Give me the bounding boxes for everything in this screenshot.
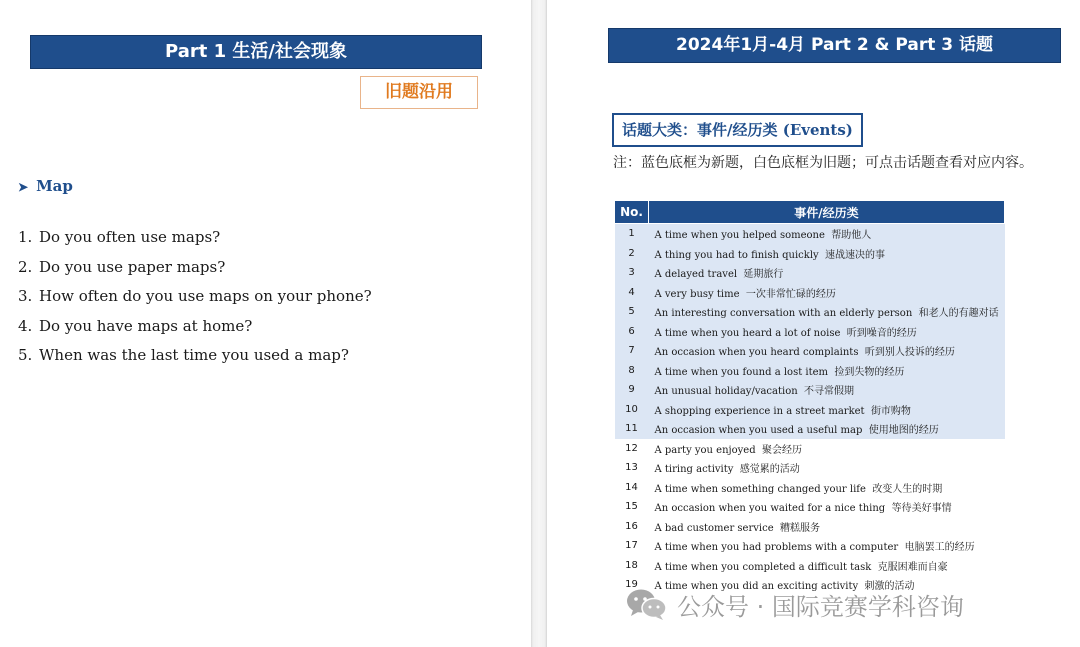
topic-cn: 延期旅行 [743,269,784,281]
topic-en: An interesting conversation with an elderly person [654,308,913,320]
topic-en: A very busy time [654,288,740,300]
topic-link[interactable] [649,497,1005,517]
table-row[interactable] [615,283,1005,303]
topic-link[interactable] [649,556,1005,576]
topic-link[interactable] [649,322,1005,342]
topic-link[interactable] [649,263,1005,283]
row-number: 4 [615,283,649,303]
topic-cn: 聚会经历 [762,444,802,456]
row-number: 13 [625,462,638,474]
topic-en: An occasion when you used a useful map [654,425,863,437]
table-row[interactable] [615,536,1005,556]
table-row[interactable] [615,263,1005,283]
old-topic-tag: 旧题沿用 [360,76,478,109]
topic-cn: 不寻常假期 [804,386,855,398]
question-item: 4. Do you have maps at home? [18,316,253,335]
topic-en: A time when you completed a difficult task [654,561,872,573]
topic-cn: 使用地图的经历 [868,425,939,437]
topic-en: A tiring activity [654,464,734,476]
topic-en: A time when you heard a lot of noise [654,327,841,339]
row-number: 9 [615,380,649,400]
topic-cn: 速战速决的事 [825,249,886,261]
topic-link[interactable] [649,224,1005,244]
topic-cn: 捡到失物的经历 [834,366,905,378]
row-number: 14 [625,481,638,493]
row-number: 7 [615,341,649,361]
table-row[interactable] [615,400,1005,420]
table-row[interactable] [615,341,1005,361]
row-number: 15 [625,501,638,513]
row-number: 3 [615,263,649,283]
table-row[interactable] [615,361,1005,381]
topic-cn: 听到别人投诉的经历 [864,347,955,359]
topic-heading [18,177,73,195]
row-number: 16 [625,520,638,532]
topic-cn: 电脑罢工的经历 [904,542,975,554]
table-row[interactable] [615,478,1005,498]
part1-banner: Part 1 生活/社会现象 [30,35,482,69]
topic-cn: 感觉累的活动 [739,464,800,476]
left-page [0,0,531,647]
topic-en: A bad customer service [654,522,774,534]
topic-en: A time when you had problems with a computer [654,542,899,554]
table-header-row [615,201,1005,224]
table-row[interactable] [615,556,1005,576]
table-row[interactable] [615,322,1005,342]
row-number: 19 [625,579,638,591]
topic-link[interactable] [649,361,1005,381]
topic-link[interactable] [649,478,1005,498]
header-no: No. [615,201,649,224]
question-item: 1. Do you often use maps? [18,228,221,246]
topic-en: An occasion when you heard complaints [654,347,859,359]
topic-en: A time when you helped someone [654,230,825,242]
right-page [547,0,1080,647]
topic-cn: 帮助他人 [831,230,872,242]
topic-link[interactable] [649,302,1005,322]
row-number: 8 [615,361,649,381]
table-row[interactable] [615,380,1005,400]
row-number: 1 [615,224,649,244]
row-number: 5 [615,302,649,322]
topic-en: A time when you found a lost item [654,366,829,378]
wechat-icon [625,587,669,621]
topic-link[interactable] [649,439,1005,459]
page-gutter [531,0,547,647]
topic-cn: 听到噪音的经历 [846,327,917,339]
topic-cn: 和老人的有趣对话 [918,308,999,320]
topic-cn: 糟糕服务 [779,522,820,534]
row-number: 6 [615,322,649,342]
header-topic: 事件/经历类 [649,201,1005,224]
table-row[interactable] [615,302,1005,322]
topic-link[interactable] [649,400,1005,420]
topic-en: A thing you had to finish quickly [654,249,819,261]
topic-en: A party you enjoyed [654,444,756,456]
table-row[interactable] [615,224,1005,244]
topic-en: A time when you did an exciting activity [654,581,859,593]
question-list [18,226,372,374]
topic-cn: 刺激的活动 [864,581,915,593]
table-row[interactable] [615,458,1005,478]
table-row[interactable] [615,244,1005,264]
topic-en: An unusual holiday/vacation [654,386,798,398]
part23-banner: 2024年1月-4月 Part 2 & Part 3 话题 [608,28,1061,63]
table-row[interactable] [615,517,1005,537]
topic-link[interactable] [649,419,1005,439]
watermark [625,585,964,623]
topic-en: A shopping experience in a street market [654,405,865,417]
topic-link[interactable] [649,380,1005,400]
category-title [612,113,863,147]
topic-link[interactable] [649,341,1005,361]
topic-cn: 改变人生的时期 [872,483,943,495]
row-number: 2 [615,244,649,264]
topic-table [614,200,1005,595]
topic-link[interactable] [649,458,1005,478]
question-item: 2. Do you use paper maps? [18,257,226,276]
category-title-cn: 话题大类：事件/经历类 [622,121,778,139]
topic-title: Map [36,177,73,195]
topic-cn: 街市购物 [870,405,911,417]
table-row[interactable] [615,439,1005,459]
row-number: 18 [625,559,638,571]
topic-en: A delayed travel [654,269,738,281]
category-title-en: (Events) [782,121,853,139]
topic-link[interactable] [649,283,1005,303]
row-number: 17 [625,540,638,552]
topic-cn: 等待美好事情 [891,503,952,515]
topic-link[interactable] [649,517,1005,537]
row-number: 12 [625,442,638,454]
topic-en: A time when something changed your life [654,483,866,495]
row-number: 10 [615,400,649,420]
table-row[interactable] [615,497,1005,517]
topic-en: An occasion when you waited for a nice thing [654,503,886,515]
row-number: 11 [615,419,649,439]
question-item: 3. How often do you use maps on your phone? [18,287,372,305]
arrow-bullet-icon: ➤ [18,180,29,194]
question-item: 5. When was the last time you used a map? [18,346,349,364]
topic-link[interactable] [649,244,1005,264]
watermark-text: 公众号 · 国际竞赛学科咨询 [677,592,964,621]
topic-cn: 克服困难而自豪 [877,561,948,573]
note-text: 注：蓝色底框为新题，白色底框为旧题；可点击话题查看对应内容。 [613,155,1033,171]
table-row[interactable] [615,419,1005,439]
topic-link[interactable] [649,536,1005,556]
topic-cn: 一次非常忙碌的经历 [745,288,836,300]
table-body [615,224,1005,595]
